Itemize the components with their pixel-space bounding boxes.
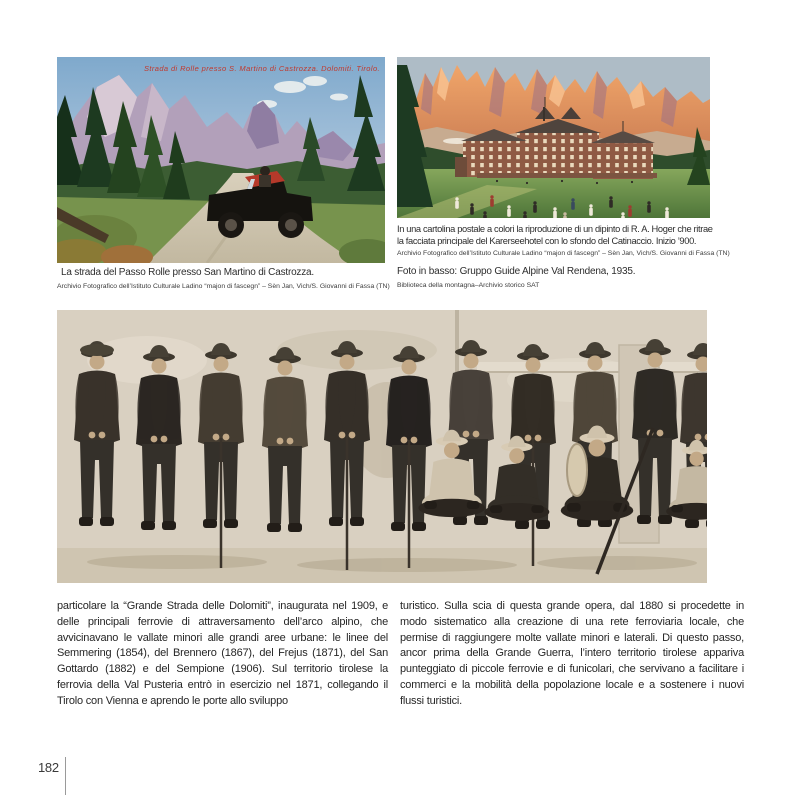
- credit-left: Archivio Fotografico dell’Istituto Culturale Ladino “majon di fascegn” – Sèn Jan, Vich/S. Giovanni di Fassa (TN): [57, 282, 390, 290]
- postcard-overlay-title: Strada di Rolle presso S. Martino di Castrozza. Dolomiti. Tirolo.: [143, 64, 381, 73]
- rope-coil: [567, 444, 587, 496]
- body-text-right-column: turistico. Sulla scia di questa grande opera, dal 1880 si procedette in modo sistematico alla creazione di una rete ferroviaria locale, che permise di raggiungere molte vallate minori e laterali. Di questo passo, ancor prima della Grande Guerra, l’intero territorio tirolese appariva punteggiato di piccole ferrovie e di funicolari, che servivano a facilitare i commerci e la mobilità della popolazione locale e a sostenere i nuovi flussi turistici.: [400, 600, 744, 707]
- folio-rule: [65, 757, 66, 795]
- passo-rolle-postcard-image: [57, 57, 385, 263]
- caption-right-line2: la facciata principale del Karerseehotel con lo sfondo del Catinaccio. Inizio ’900.: [397, 236, 697, 247]
- group-photo-val-rendena: [57, 310, 707, 583]
- postcard-karerseehotel: [397, 57, 710, 218]
- karerseehotel-postcard-image: [397, 57, 710, 218]
- caption-left-block: [57, 267, 397, 290]
- caption-left: La strada del Passo Rolle presso San Martino di Castrozza.: [61, 267, 314, 278]
- page-number: 182: [38, 760, 59, 775]
- credit-right: Archivio Fotografico dell’Istituto Culturale Ladino “majon di fascegn” – Sèn Jan, Vich/S. Giovanni di Fassa (TN): [397, 250, 730, 258]
- caption-right-line1: In una cartolina postale a colori la riproduzione di un dipinto di R. A. Hoger che ritrae: [397, 224, 713, 234]
- group-photo-credit: Biblioteca della montagna–Archivio storico SAT: [397, 281, 540, 289]
- body-text-left-column: particolare la “Grande Strada delle Dolomiti”, inaugurata nel 1909, e delle principali ferrovie di attraversamento dell’arco alpino, che avvicinavano le vallate minori alle grandi aree urbane: le linee del Semmering (1854), del Brennero (1867), del Frejus (1871), del San Gottardo (1882) e del Sempione (1906). Sul territorio tirolese la ferrovia della Val Pusteria entrò in esercizio nel 1871, collegando il Tirolo con Vienna e aprendo le porte allo sviluppo: [57, 600, 388, 707]
- group-photo-caption: Foto in basso: Gruppo Guide Alpine Val Rendena, 1935.: [397, 266, 636, 278]
- postcard-passo-rolle: [57, 57, 385, 263]
- alpine-guides-group-photo: [57, 310, 707, 583]
- caption-right-block: [397, 223, 743, 289]
